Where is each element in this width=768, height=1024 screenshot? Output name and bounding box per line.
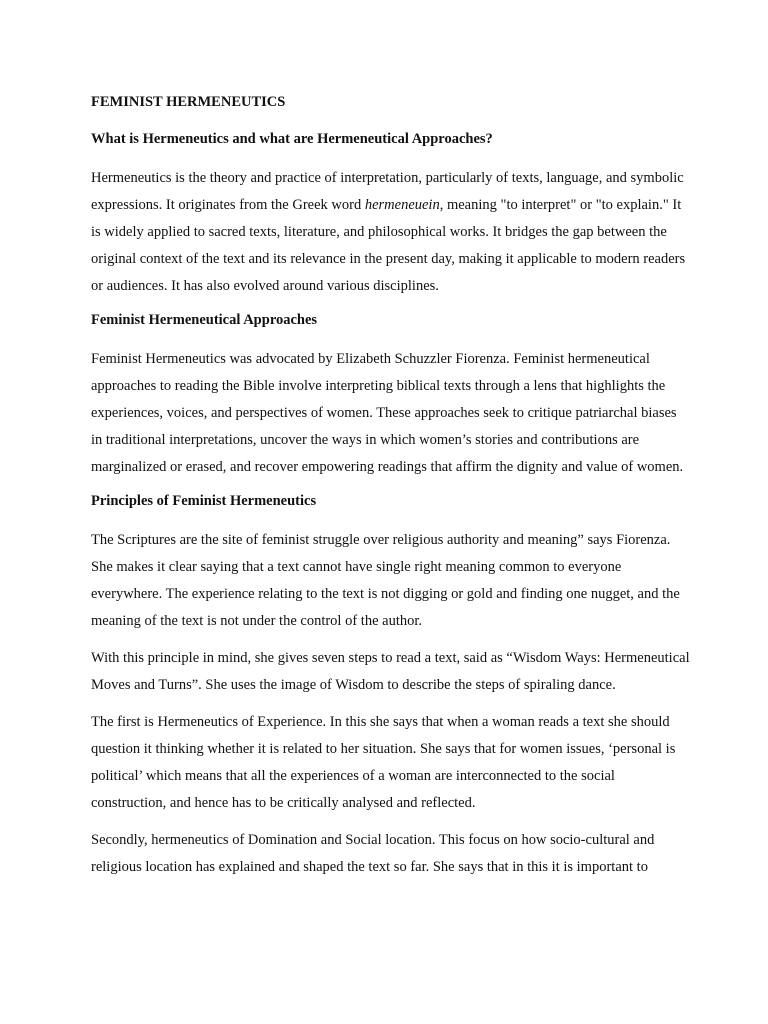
paragraph-hermeneutics-definition [91,165,691,300]
section-heading-feminist-approaches: Feminist Hermeneutical Approaches [91,312,318,328]
paragraph-feminist-approaches: Feminist Hermeneutics was advocated by Elizabeth Schuzzler Fiorenza. Feminist hermeneutical approaches to reading the Bible involve interpreting biblical texts through a lens that highlights the experiences, voices, and perspectives of women. These approaches seek to critique patriarchal biases in traditional interpretations, uncover the ways in which women’s stories and contributions are marginalized or erased, and recover empowering readings that affirm the dignity and value of women. [91,351,684,475]
paragraph-principles-1: The Scriptures are the site of feminist struggle over religious authority and meaning” says Fiorenza. She makes it clear saying that a text cannot have single right meaning common to everyone everywhere. The experience relating to the text is not digging or gold and finding one nugget, and the meaning of the text is not under the control of the author. [91,532,680,629]
paragraph-principles-3: The first is Hermeneutics of Experience. In this she says that when a woman reads a text she should question it thinking whether it is related to her situation. She says that for women issues, ‘personal is political’ which means that all the experiences of a woman are interconnected to the social construction, and hence has to be critically analysed and reflected. [91,714,676,811]
paragraph-text: , meaning "to interpret" or "to explain." It is widely applied to sacred texts, literature, and philosophical works. It bridges the gap between the original context of the text and its relevance in the present day, making it applicable to modern readers or audiences. It has also evolved around various disciplines. [91,197,686,294]
paragraph-text: Hermeneutics is the theory and practice of interpretation, particularly of texts, language, and symbolic expressions. It originates from the Greek word [91,170,684,213]
paragraph-principles-2: With this principle in mind, she gives seven steps to read a text, said as “Wisdom Ways: Hermeneutical Moves and Turns”. She uses the image of Wisdom to describe the steps of spiraling dance. [91,650,690,693]
greek-term: hermeneuein [364,197,440,213]
document-title: FEMINIST HERMENEUTICS [91,94,286,110]
paragraph-principles-4: Secondly, hermeneutics of Domination and Social location. This focus on how socio-cultural and religious location has explained and shaped the text so far. She says that in this it is important to [91,832,655,875]
section-heading-principles: Principles of Feminist Hermeneutics [91,493,317,509]
document-body [91,92,691,891]
section-heading-hermeneutics: What is Hermeneutics and what are Hermeneutical Approaches? [91,131,493,147]
